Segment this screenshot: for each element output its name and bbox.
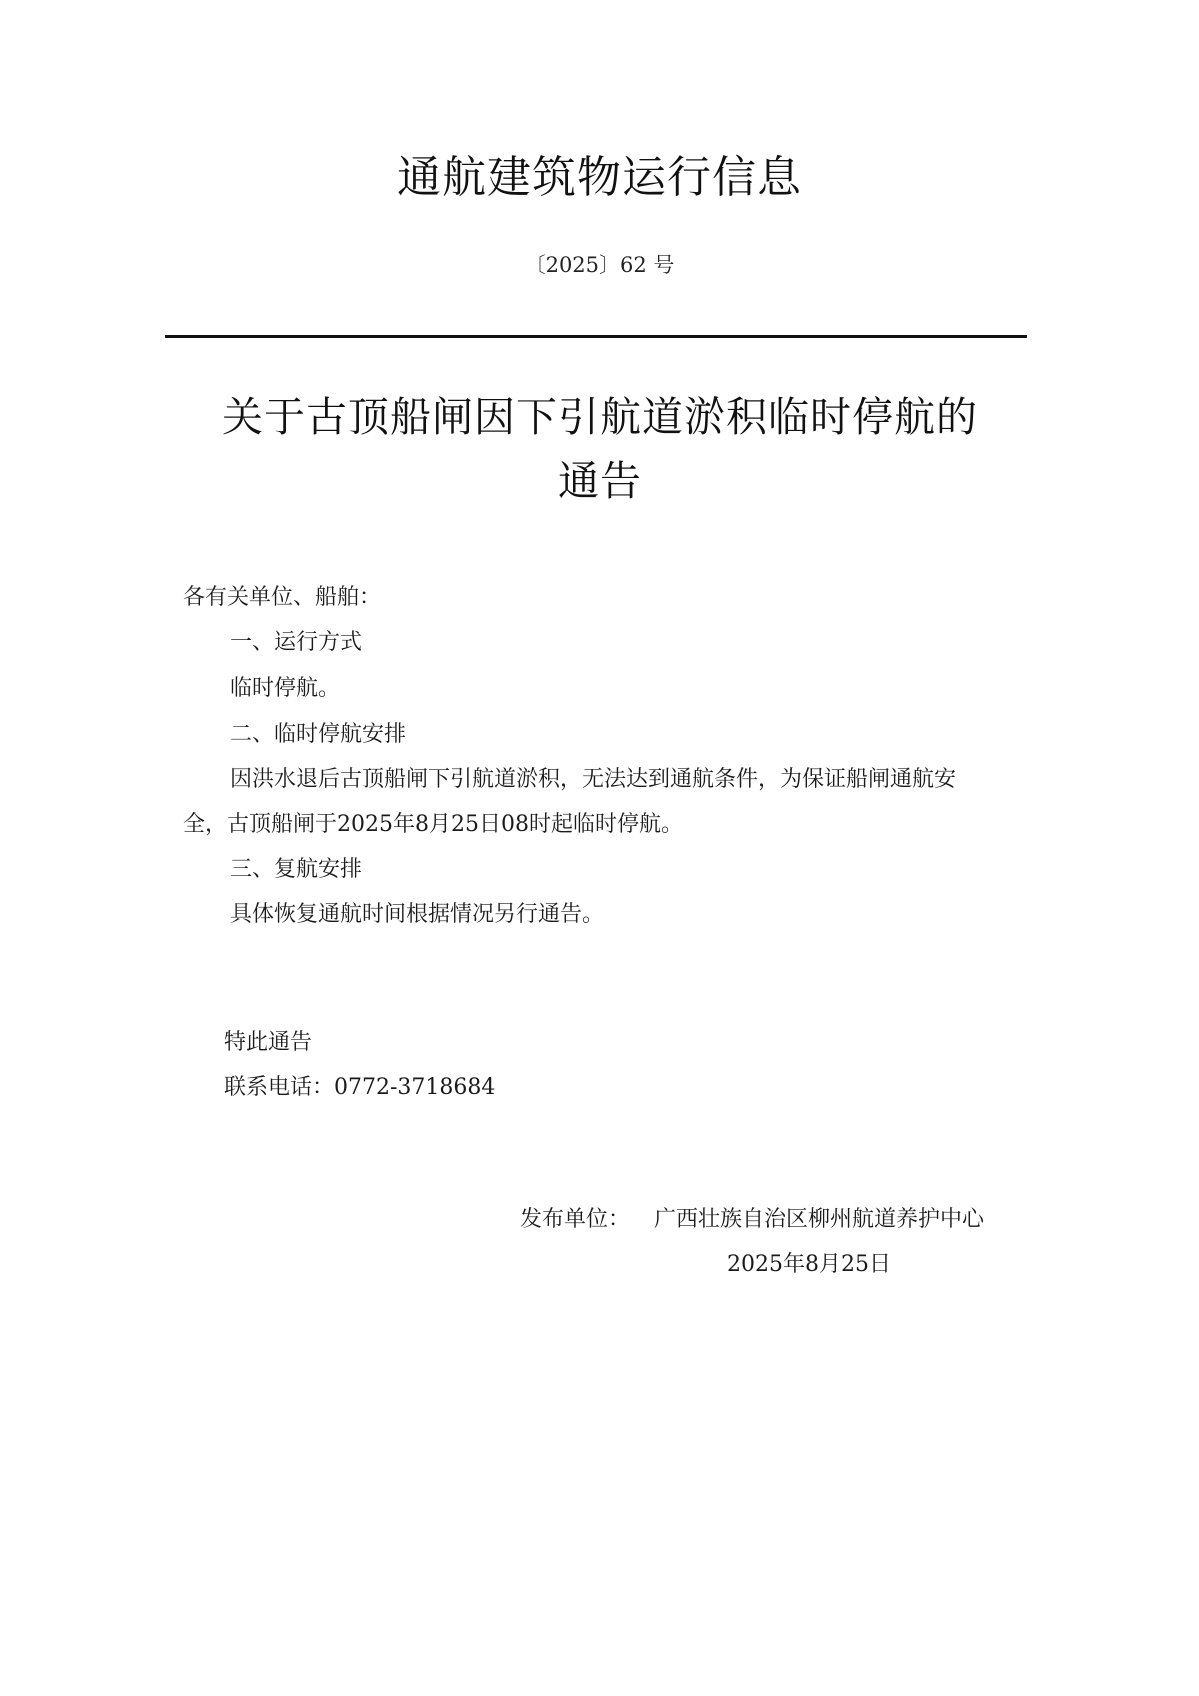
salutation: 各有关单位、船舶： xyxy=(183,585,382,610)
closing-statement: 特此通告 xyxy=(224,1030,313,1055)
section-2-content-line-1: 因洪水退后古顶船闸下引航道淤积，无法达到通航条件，为保证船闸通航安 xyxy=(230,767,957,792)
document-number: 〔2025〕62 号 xyxy=(524,253,675,277)
section-1-heading: 一、运行方式 xyxy=(230,630,363,655)
document-header-title: 通航建筑物运行信息 xyxy=(397,152,802,203)
contact-phone: 联系电话：0772-3718684 xyxy=(224,1075,496,1100)
notice-title-line-2: 通告 xyxy=(558,457,642,505)
issuer-line xyxy=(520,1205,984,1235)
notice-title xyxy=(170,385,1030,513)
section-1-content: 临时停航。 xyxy=(230,676,341,701)
section-3-heading: 三、复航安排 xyxy=(230,857,363,882)
section-2-content-line-2: 全，古顶船闸于2025年8月25日08时起临时停航。 xyxy=(183,812,683,837)
header-divider xyxy=(165,335,1027,338)
issue-date: 2025年8月25日 xyxy=(727,1252,891,1277)
issuer-name: 广西壮族自治区柳州航道养护中心 xyxy=(654,1207,985,1232)
section-3-content: 具体恢复通航时间根据情况另行通告。 xyxy=(230,902,605,927)
issuer-label: 发布单位： xyxy=(520,1207,631,1232)
notice-title-line-1: 关于古顶船闸因下引航道淤积临时停航的 xyxy=(222,393,978,441)
section-2-heading: 二、临时停航安排 xyxy=(230,722,407,747)
